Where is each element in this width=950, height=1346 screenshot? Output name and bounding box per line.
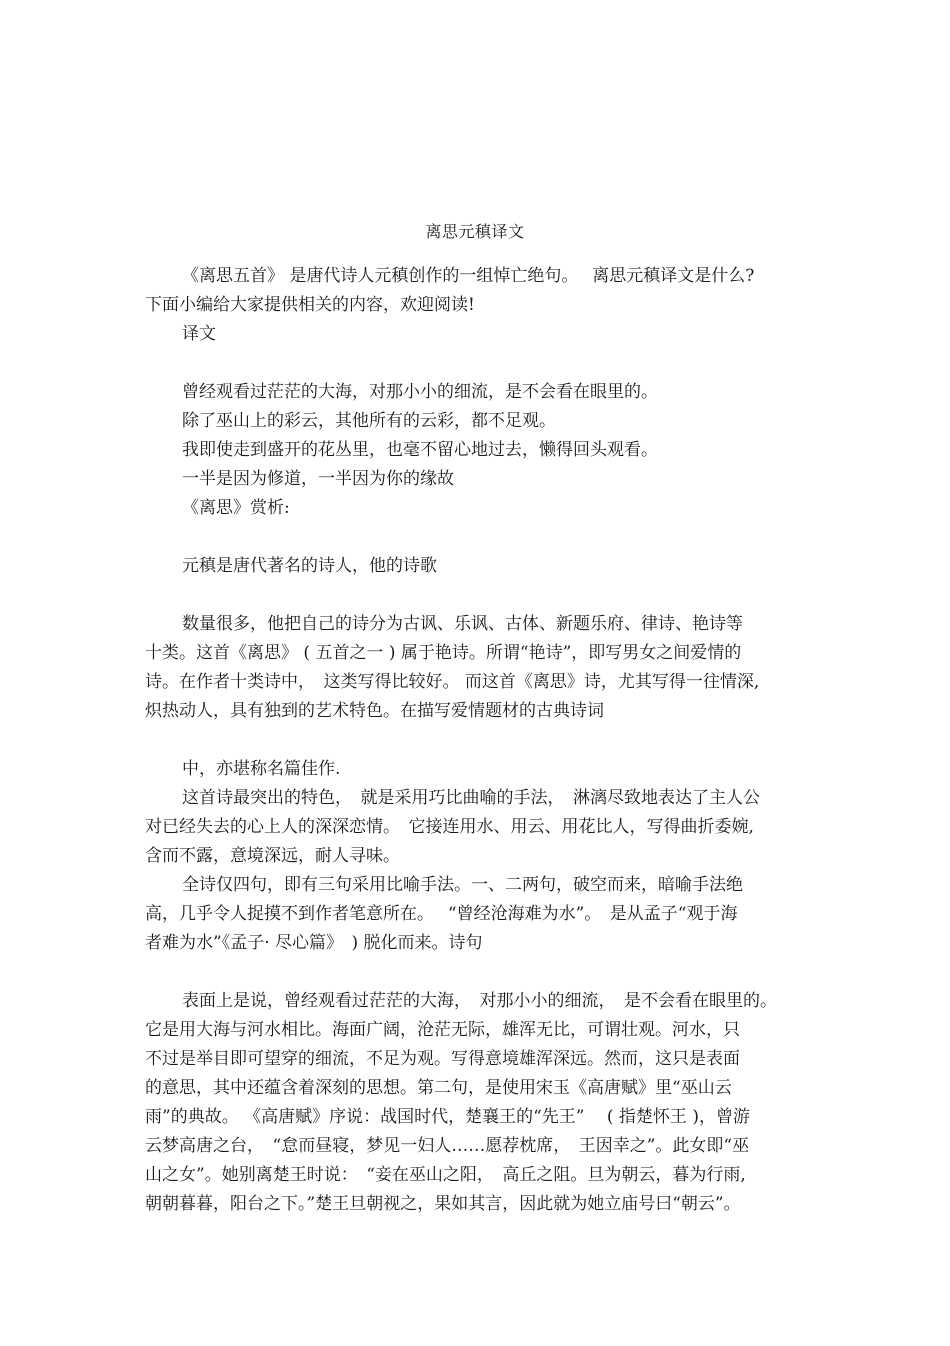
blank-line [145, 726, 805, 755]
text-line: 它是用大海与河水相比。海面广阔，沧茫无际，雄浑无比，可谓壮观。河水，只 [145, 1020, 740, 1040]
text-line: 炽热动人，具有独到的艺术特色。在描写爱情题材的古典诗词 [145, 701, 604, 721]
text-line: 高，几乎令人捉摸不到作者笔意所在。 “曾经沧海难为水”。 是从孟子“观于海 [145, 904, 738, 924]
blank-line [145, 349, 805, 378]
blank-line [145, 523, 805, 552]
text-line: 除了巫山上的彩云，其他所有的云彩，都不足观。 [182, 411, 556, 431]
document-body [145, 262, 805, 1219]
text-line: 这首诗最突出的特色， 就是采用巧比曲喻的手法， 淋漓尽致地表达了主人公 [182, 788, 760, 808]
text-line: 下面小编给大家提供相关的内容，欢迎阅读! [145, 295, 475, 315]
text-line: 一半是因为修道，一半因为你的缘故 [182, 469, 454, 489]
text-line: 元稹是唐代著名的诗人，他的诗歌 [182, 556, 437, 576]
text-line: 者难为水”《孟子· 尽心篇》 ) 脱化而来。诗句 [145, 933, 483, 953]
text-line: 表面上是说，曾经观看过茫茫的大海， 对那小小的细流， 是不会看在眼里的。 [182, 991, 777, 1011]
text-line: 数量很多，他把自己的诗分为古讽、乐讽、古体、新题乐府、律诗、艳诗等 [182, 614, 743, 634]
text-line: 十类。这首《离思》 ( 五首之一 ) 属于艳诗。所谓“艳诗”，即写男女之间爱情的 [145, 643, 742, 663]
text-line: 含而不露，意境深远，耐人寻味。 [145, 846, 400, 866]
text-line: 中，亦堪称名篇佳作. [182, 759, 341, 779]
blank-line [145, 581, 805, 610]
text-line: 《离思》赏析: [182, 498, 290, 518]
text-line: 我即使走到盛开的花丛里，也毫不留心地过去，懒得回头观看。 [182, 440, 658, 460]
document-title: 离思元稹译文 [425, 222, 525, 241]
text-line: 译文 [182, 324, 216, 344]
blank-line [145, 958, 805, 987]
text-line: 全诗仅四句，即有三句采用比喻手法。一、二两句，破空而来，暗喻手法绝 [182, 875, 743, 895]
text-line: 山之女”。她别离楚王时说： “妾在巫山之阳， 高丘之阻。旦为朝云，暮为行雨, [145, 1165, 746, 1185]
text-line: 云梦高唐之台， “怠而昼寝，梦见一妇人……愿荐枕席， 王因幸之”。此女即“巫 [145, 1136, 750, 1156]
text-line: 的意思，其中还蕴含着深刻的思想。第二句，是使用宋玉《高唐赋》里“巫山云 [145, 1078, 732, 1098]
text-line: 诗。在作者十类诗中， 这类写得比较好。 而这首《离思》诗，尤其写得一往情深, [145, 672, 760, 692]
text-line: 不过是举目即可望穿的细流，不足为观。写得意境雄浑深远。然而，这只是表面 [145, 1049, 740, 1069]
text-line: 朝朝暮暮，阳台之下。”楚王旦朝视之，果如其言，因此就为她立庙号曰“朝云”。 [145, 1194, 741, 1214]
text-line: 对已经失去的心上人的深深恋情。 它接连用水、用云、用花比人，写得曲折委婉, [145, 817, 754, 837]
text-line: 《离思五首》 是唐代诗人元稹创作的一组悼亡绝句。 离思元稹译文是什么? [182, 266, 755, 286]
text-line: 雨”的典故。 《高唐赋》序说：战国时代，楚襄王的“先王” ( 指楚怀王 )，曾游 [145, 1107, 750, 1127]
text-line: 曾经观看过茫茫的大海，对那小小的细流，是不会看在眼里的。 [182, 382, 658, 402]
